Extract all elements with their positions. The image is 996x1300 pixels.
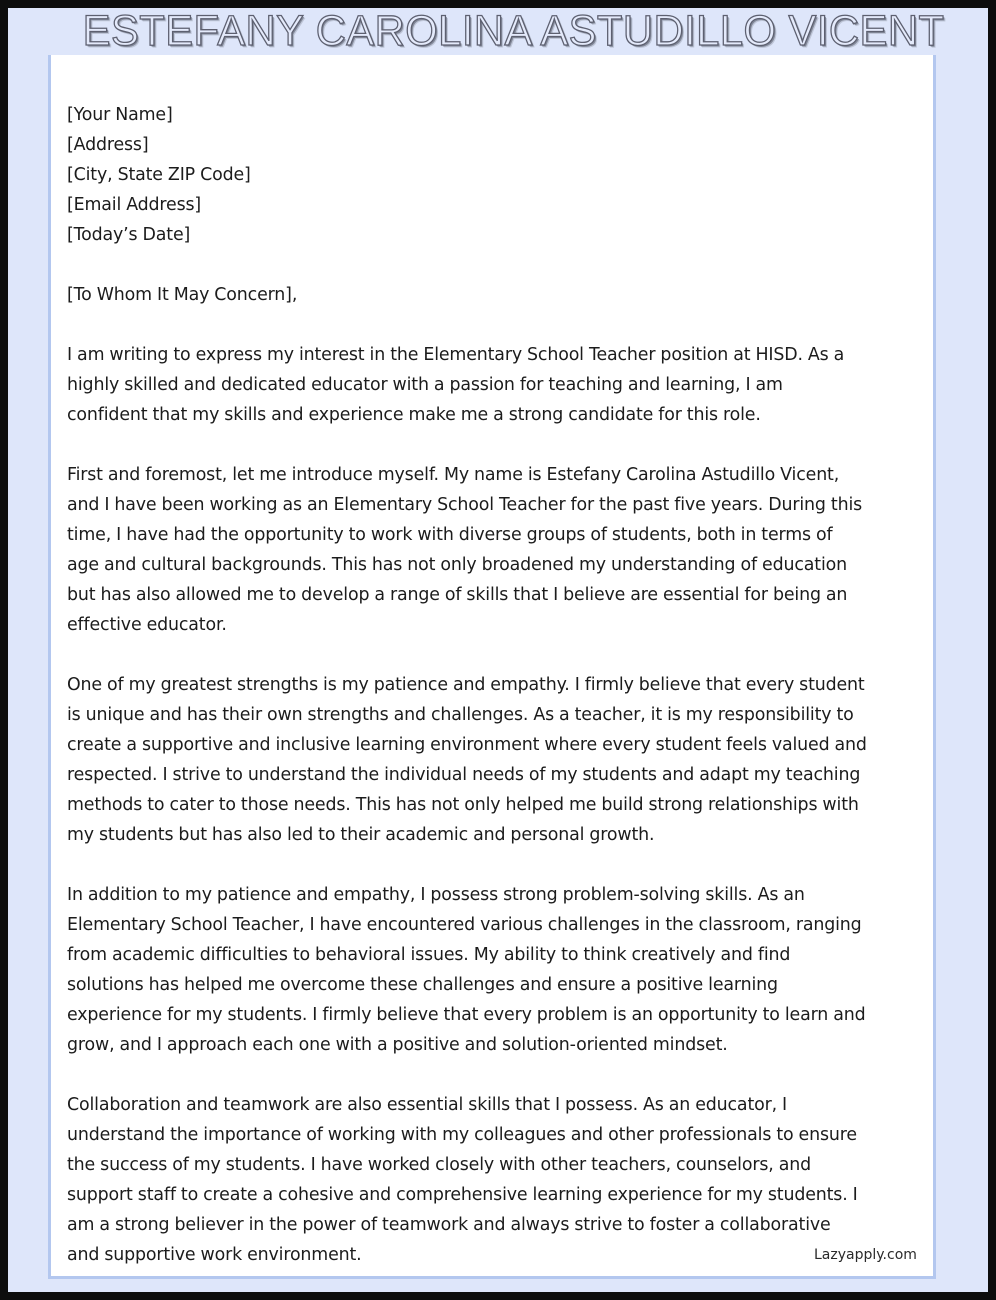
letter-paragraph: One of my greatest strengths is my patience and empathy. I firmly believe that every student is unique and has their own strengths and challenges. As a teacher, it is my responsibility to create a supportive and inclusive learning environment where every student feels valued and respected. I strive to understand the individual needs of my students and adapt my teaching methods to cater to those needs. This has not only helped me build strong relationships with my students but has also led to their academic and personal growth. xyxy=(67,675,867,845)
spacer xyxy=(67,310,867,340)
watermark-label: Lazyapply.com xyxy=(814,1247,917,1263)
sender-line: [Email Address] xyxy=(67,195,202,215)
spacer xyxy=(67,430,867,460)
sender-line: [Your Name] xyxy=(67,105,173,125)
letter-paragraph: In addition to my patience and empathy, I possess strong problem-solving skills. As an Elementary School Teacher, I have encountered various challenges in the classroom, ranging from academic difficulties to behavioral issues. My ability to think creatively and find solutions has helped me overcome these challenges and ensure a positive learning experience for my students. I firmly believe that every problem is an opportunity to learn and grow, and I approach each one with a positive and solution-oriented mindset. xyxy=(67,885,866,1055)
sender-line: [Address] xyxy=(67,135,149,155)
letter-paragraph: First and foremost, let me introduce myself. My name is Estefany Carolina Astudillo Vicent, and I have been working as an Elementary School Teacher for the past five years. During this time, I have had the opportunity to work with diverse groups of students, both in terms of age and cultural backgrounds. This has not only broadened my understanding of education but has also allowed me to develop a range of skills that I believe are essential for being an effective educator. xyxy=(67,465,863,635)
spacer xyxy=(67,850,867,880)
spacer xyxy=(67,1060,867,1090)
page-title: ESTEFANY CAROLINA ASTUDILLO VICENT xyxy=(82,8,944,55)
spacer xyxy=(67,250,867,280)
letter-body xyxy=(67,100,867,1270)
letter-paragraph: Collaboration and teamwork are also essential skills that I possess. As an educator, I understand the importance of working with my colleagues and other professionals to ensure the success of my students. I have worked closely with other teachers, counselors, and support staff to create a cohesive and comprehensive learning experience for my students. I am a strong believer in the power of teamwork and always strive to foster a collaborative and supportive work environment. xyxy=(67,1095,858,1265)
sender-line: [City, State ZIP Code] xyxy=(67,165,251,185)
sender-line: [Today’s Date] xyxy=(67,225,191,245)
page-canvas xyxy=(8,8,988,1292)
spacer xyxy=(67,640,867,670)
letter-paragraph: I am writing to express my interest in the Elementary School Teacher position at HISD. As a highly skilled and dedicated educator with a passion for teaching and learning, I am confident that my skills and experience make me a strong candidate for this role. xyxy=(67,345,845,425)
document-header xyxy=(8,8,988,55)
salutation: [To Whom It May Concern], xyxy=(67,285,298,305)
